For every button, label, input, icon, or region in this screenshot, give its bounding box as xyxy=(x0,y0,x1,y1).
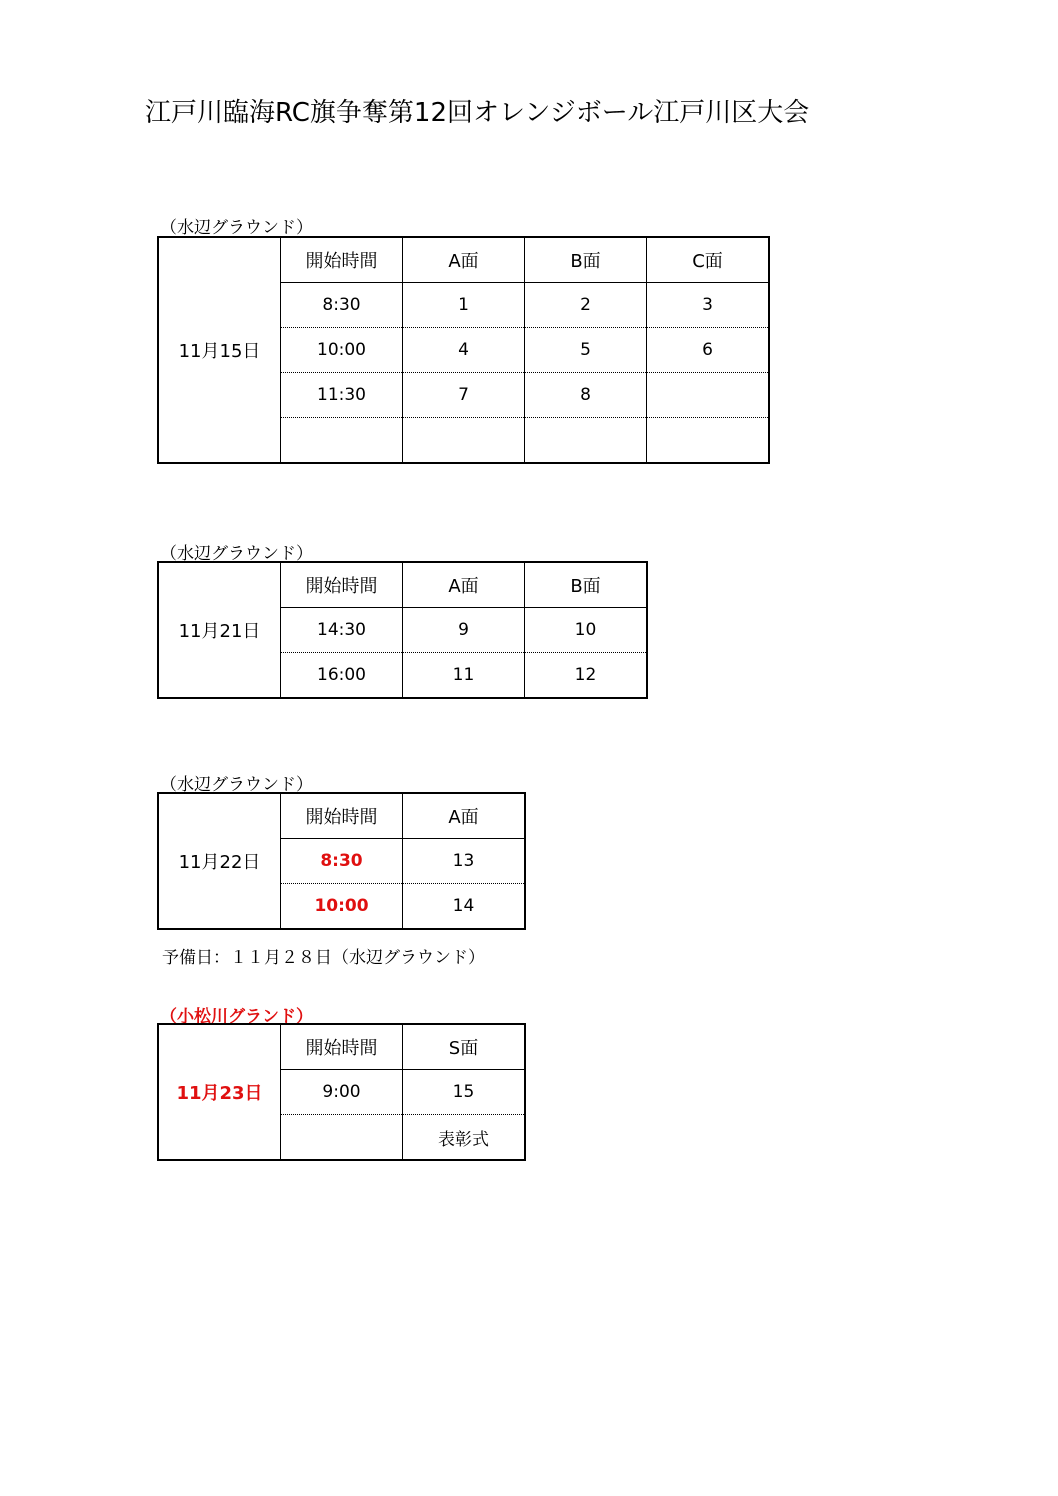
time-cell: 8:30 xyxy=(281,283,403,328)
time-cell: 9:00 xyxy=(281,1070,403,1115)
match-cell: 表彰式 xyxy=(403,1115,526,1161)
header-court-a: A面 xyxy=(403,562,525,608)
match-cell: 2 xyxy=(525,283,647,328)
venue-label: （水辺グラウンド） xyxy=(160,218,313,238)
match-cell xyxy=(647,418,770,464)
venue-label: （小松川グランド） xyxy=(160,1007,313,1027)
schedule-table-nov22 xyxy=(157,792,526,930)
time-cell: 8:30 xyxy=(281,839,403,884)
header-court-a: A面 xyxy=(403,237,525,283)
match-cell: 10 xyxy=(525,608,648,653)
time-cell: 10:00 xyxy=(281,884,403,930)
time-cell: 10:00 xyxy=(281,328,403,373)
header-start-time: 開始時間 xyxy=(281,562,403,608)
match-cell: 15 xyxy=(403,1070,526,1115)
match-cell: 8 xyxy=(525,373,647,418)
header-court-a: A面 xyxy=(403,793,526,839)
date-cell: 11月15日 xyxy=(158,237,281,463)
match-cell: 7 xyxy=(403,373,525,418)
match-cell: 6 xyxy=(647,328,770,373)
schedule-table-nov15 xyxy=(157,236,770,464)
date-cell: 11月22日 xyxy=(158,793,281,929)
schedule-table-nov21 xyxy=(157,561,648,699)
schedule-table-nov23 xyxy=(157,1023,526,1161)
match-cell xyxy=(525,418,647,464)
match-cell: 4 xyxy=(403,328,525,373)
match-cell: 5 xyxy=(525,328,647,373)
time-cell: 16:00 xyxy=(281,653,403,699)
match-cell xyxy=(403,418,525,464)
header-court-c: C面 xyxy=(647,237,770,283)
time-cell: 11:30 xyxy=(281,373,403,418)
match-cell: 11 xyxy=(403,653,525,699)
match-cell: 12 xyxy=(525,653,648,699)
header-start-time: 開始時間 xyxy=(281,793,403,839)
reserve-day-note: 予備日：１１月２８日（水辺グラウンド） xyxy=(162,948,485,968)
date-cell: 11月21日 xyxy=(158,562,281,698)
time-cell xyxy=(281,418,403,464)
match-cell: 9 xyxy=(403,608,525,653)
date-cell: 11月23日 xyxy=(158,1024,281,1160)
match-cell: 1 xyxy=(403,283,525,328)
venue-label: （水辺グラウンド） xyxy=(160,544,313,564)
time-cell xyxy=(281,1115,403,1161)
header-start-time: 開始時間 xyxy=(281,237,403,283)
page-title: 江戸川臨海RC旗争奪第12回オレンジボール江戸川区大会 xyxy=(145,98,810,128)
match-cell: 3 xyxy=(647,283,770,328)
venue-label: （水辺グラウンド） xyxy=(160,775,313,795)
match-cell: 14 xyxy=(403,884,526,930)
match-cell: 13 xyxy=(403,839,526,884)
header-court-b: B面 xyxy=(525,562,648,608)
header-court-b: B面 xyxy=(525,237,647,283)
header-start-time: 開始時間 xyxy=(281,1024,403,1070)
header-court-s: S面 xyxy=(403,1024,526,1070)
time-cell: 14:30 xyxy=(281,608,403,653)
match-cell xyxy=(647,373,770,418)
